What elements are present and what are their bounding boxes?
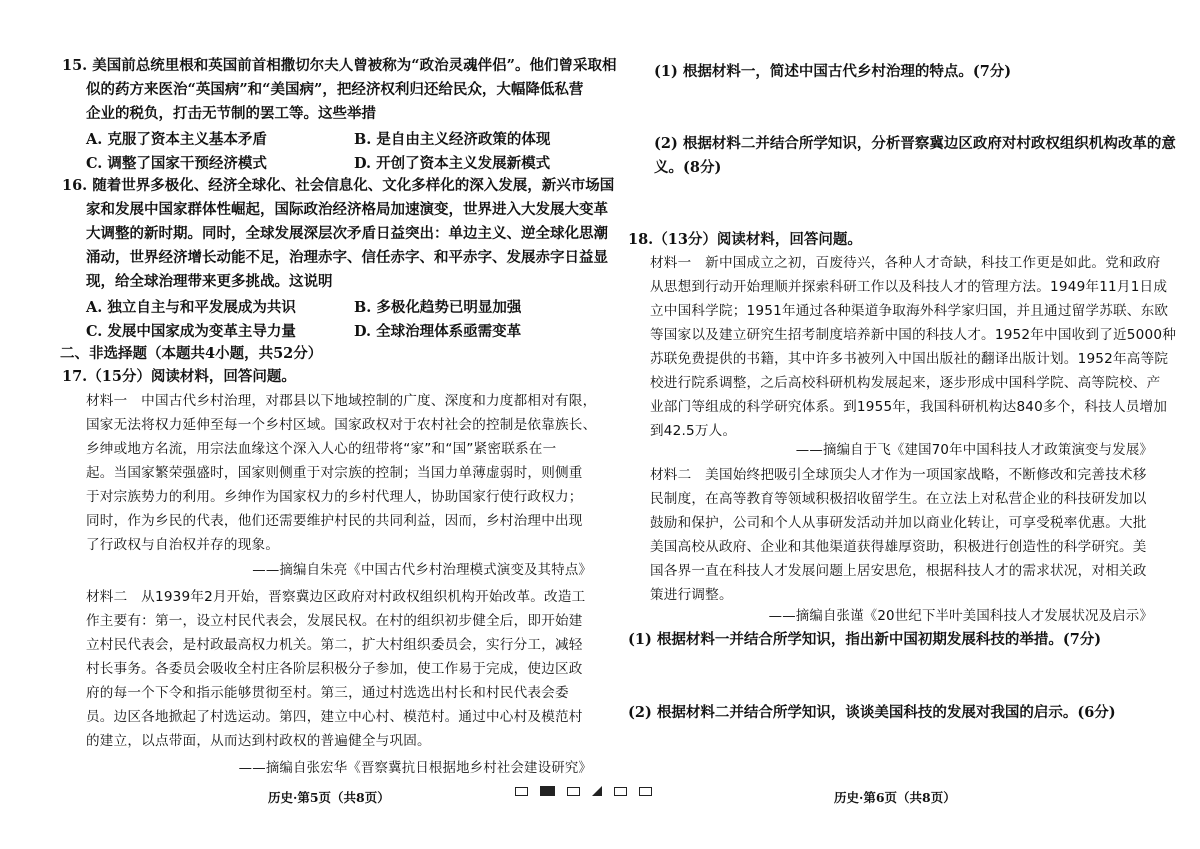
q18-material2-line-6: 策进行调整。 (650, 587, 733, 603)
page-footer-left: 历史·第5页（共8页） (268, 790, 390, 805)
registration-mark-icon (592, 786, 602, 796)
q17-material1-line-4: 起。当国家繁荣强盛时，国家则侧重于对宗族的控制；当国力单薄虚弱时，则侧重 (86, 465, 583, 481)
q15-option-c[interactable]: C. 调整了国家干预经济模式 (86, 155, 267, 172)
q17-material1-line-7: 了行政权与自治权并存的现象。 (86, 537, 280, 553)
q18-material1-line-5: 苏联免费提供的书籍，其中许多书被列入中国出版社的翻译出版计划。1952年高等院 (650, 351, 1169, 367)
q16-option-b[interactable]: B. 多极化趋势已明显加强 (354, 299, 522, 316)
q17-material1-line-2: 国家无法将权力延伸至每一个乡村区域。国家政权对于农村社会的控制是依靠族长、 (86, 417, 597, 433)
q17-material1-source: ——摘编自朱亮《中国古代乡村治理模式演变及其特点》 (252, 563, 592, 578)
q18-material1-line-6: 校进行院系调整，之后高校科研机构发展起来，逐步形成中国科学院、高等院校、产 (650, 375, 1161, 391)
q18-material1-line-8: 到42.5万人。 (650, 423, 737, 439)
q17-sub-question-2-line-2: 义。(8分) (654, 159, 722, 176)
q18-material2-line-1: 材料二 美国始终把吸引全球顶尖人才作为一项国家战略，不断修改和完善技术移 (650, 467, 1147, 483)
q17-material1-line-5: 于对宗族势力的利用。乡绅作为国家权力的乡村代理人，协助国家行使行政权力； (86, 489, 583, 505)
registration-mark-icon (515, 787, 528, 796)
q18-material2-line-3: 鼓励和保护，公司和个人从事研发活动并加以商业化转让，可享受税率优惠。大批 (650, 515, 1147, 531)
q17-material2-line-3: 立村民代表会，是村政最高权力机关。第二，扩大村组织委员会，实行分工，减轻 (86, 637, 583, 653)
q16-stem-line-1: 16. 随着世界多极化、经济全球化、社会信息化、文化多样化的深入发展，新兴市场国 (62, 177, 615, 194)
page-footer-right: 历史·第6页（共8页） (834, 790, 956, 805)
q18-material2-source: ——摘编自张谨《20世纪下半叶美国科技人才发展状况及启示》 (768, 609, 1153, 624)
q17-material2-source: ——摘编自张宏华《晋察冀抗日根据地乡村社会建设研究》 (238, 761, 592, 776)
registration-marks (515, 786, 652, 796)
q17-sub-question-2-line-1: (2) 根据材料二并结合所学知识，分析晋察冀边区政府对村政权组织机构改革的意 (654, 135, 1176, 152)
q15-option-a[interactable]: A. 克服了资本主义基本矛盾 (86, 131, 267, 148)
q18-material2-line-4: 美国高校从政府、企业和其他渠道获得雄厚资助，积极进行创造性的科学研究。美 (650, 539, 1147, 555)
registration-mark-icon (567, 787, 580, 796)
q17-material2-line-5: 府的每一个下令和指示能够贯彻至村。第三，通过村选选出村长和村民代表会委 (86, 685, 569, 701)
q18-material1-source: ——摘编自于飞《建国70年中国科技人才政策演变与发展》 (795, 443, 1153, 458)
q18-heading: 18.（13分）阅读材料，回答问题。 (628, 231, 862, 248)
q15-stem-line-1: 15. 美国前总统里根和英国前首相撒切尔夫人曾被称为“政治灵魂伴侣”。他们曾采取相 (62, 57, 617, 74)
q16-option-c[interactable]: C. 发展中国家成为变革主导力量 (86, 323, 296, 340)
q18-sub-question-1: (1) 根据材料一并结合所学知识，指出新中国初期发展科技的举措。(7分) (628, 631, 1102, 648)
q15-option-b[interactable]: B. 是自由主义经济政策的体现 (354, 131, 551, 148)
q17-material2-line-7: 的建立，以点带面，从而达到村政权的普遍健全与巩固。 (86, 733, 431, 749)
q17-material2-line-4: 村长事务。各委员会吸收全村庄各阶层积极分子参加，使工作易于完成，使边区政 (86, 661, 583, 677)
registration-mark-icon (540, 786, 555, 796)
q16-stem-line-2: 家和发展中国家群体性崛起，国际政治经济格局加速演变，世界进入大发展大变革 (86, 201, 608, 218)
q17-material1-line-3: 乡绅或地方名流，用宗法血缘这个深入人心的纽带将“家”和“国”紧密联系在一 (86, 441, 557, 457)
registration-mark-icon (614, 787, 627, 796)
registration-mark-icon (639, 787, 652, 796)
q18-material2-line-5: 国各界一直在科技人才发展问题上居安思危，根据科技人才的需求状况，对相关政 (650, 563, 1147, 579)
q16-option-a[interactable]: A. 独立自主与和平发展成为共识 (86, 299, 296, 316)
q18-material1-line-1: 材料一 新中国成立之初，百废待兴，各种人才奇缺，科技工作更是如此。党和政府 (650, 255, 1161, 271)
q18-material2-line-2: 民制度，在高等教育等领域积极招收留学生。在立法上对私营企业的科技研发加以 (650, 491, 1147, 507)
q17-material1-line-1: 材料一 中国古代乡村治理，对郡县以下地域控制的广度、深度和力度都相对有限， (86, 393, 597, 409)
q16-stem-line-4: 涌动，世界经济增长动能不足，治理赤字、信任赤字、和平赤字、发展赤字日益显 (86, 249, 608, 266)
q17-heading: 17.（15分）阅读材料，回答问题。 (62, 368, 296, 385)
q15-stem-line-3: 企业的税负，打击无节制的罢工等。这些举措 (86, 105, 376, 122)
q18-material1-line-2: 从思想到行动开始理顺并探索科研工作以及科技人才的管理方法。1949年11月1日成 (650, 279, 1168, 295)
q17-material2-line-1: 材料二 从1939年2月开始，晋察冀边区政府对村政权组织机构开始改革。改造工 (86, 589, 586, 605)
q17-sub-question-1: (1) 根据材料一，简述中国古代乡村治理的特点。(7分) (654, 63, 1012, 80)
q18-material1-line-4: 等国家以及建立研究生招考制度培养新中国的科技人才。1952年中国收到了近5000种 (650, 327, 1176, 343)
q16-stem-line-5: 现，给全球治理带来更多挑战。这说明 (86, 273, 333, 290)
q17-material2-line-2: 作主要有：第一，设立村民代表会，发展民权。在村的组织初步健全后，即开始建 (86, 613, 583, 629)
q15-stem-line-2: 似的药方来医治“英国病”和“美国病”，把经济权利归还给民众，大幅降低私营 (86, 81, 584, 98)
section-heading-non-choice: 二、非选择题（本题共4小题，共52分） (60, 345, 323, 362)
q16-option-d[interactable]: D. 全球治理体系亟需变革 (354, 323, 522, 340)
q16-stem-line-3: 大调整的新时期。同时，全球发展深层次矛盾日益突出：单边主义、逆全球化思潮 (86, 225, 608, 242)
q17-material2-line-6: 员。边区各地掀起了村选运动。第四，建立中心村、模范村。通过中心村及模范村 (86, 709, 583, 725)
q18-sub-question-2: (2) 根据材料二并结合所学知识，谈谈美国科技的发展对我国的启示。(6分) (628, 704, 1116, 721)
q15-option-d[interactable]: D. 开创了资本主义发展新模式 (354, 155, 551, 172)
q18-material1-line-3: 立中国科学院；1951年通过各种渠道争取海外科学家归国，并且通过留学苏联、东欧 (650, 303, 1169, 319)
q17-material1-line-6: 同时，作为乡民的代表，他们还需要维护村民的共同利益，因而，乡村治理中出现 (86, 513, 583, 529)
q18-material1-line-7: 业部门等组成的科学研究体系。到1955年，我国科研机构达840多个，科技人员增加 (650, 399, 1168, 415)
